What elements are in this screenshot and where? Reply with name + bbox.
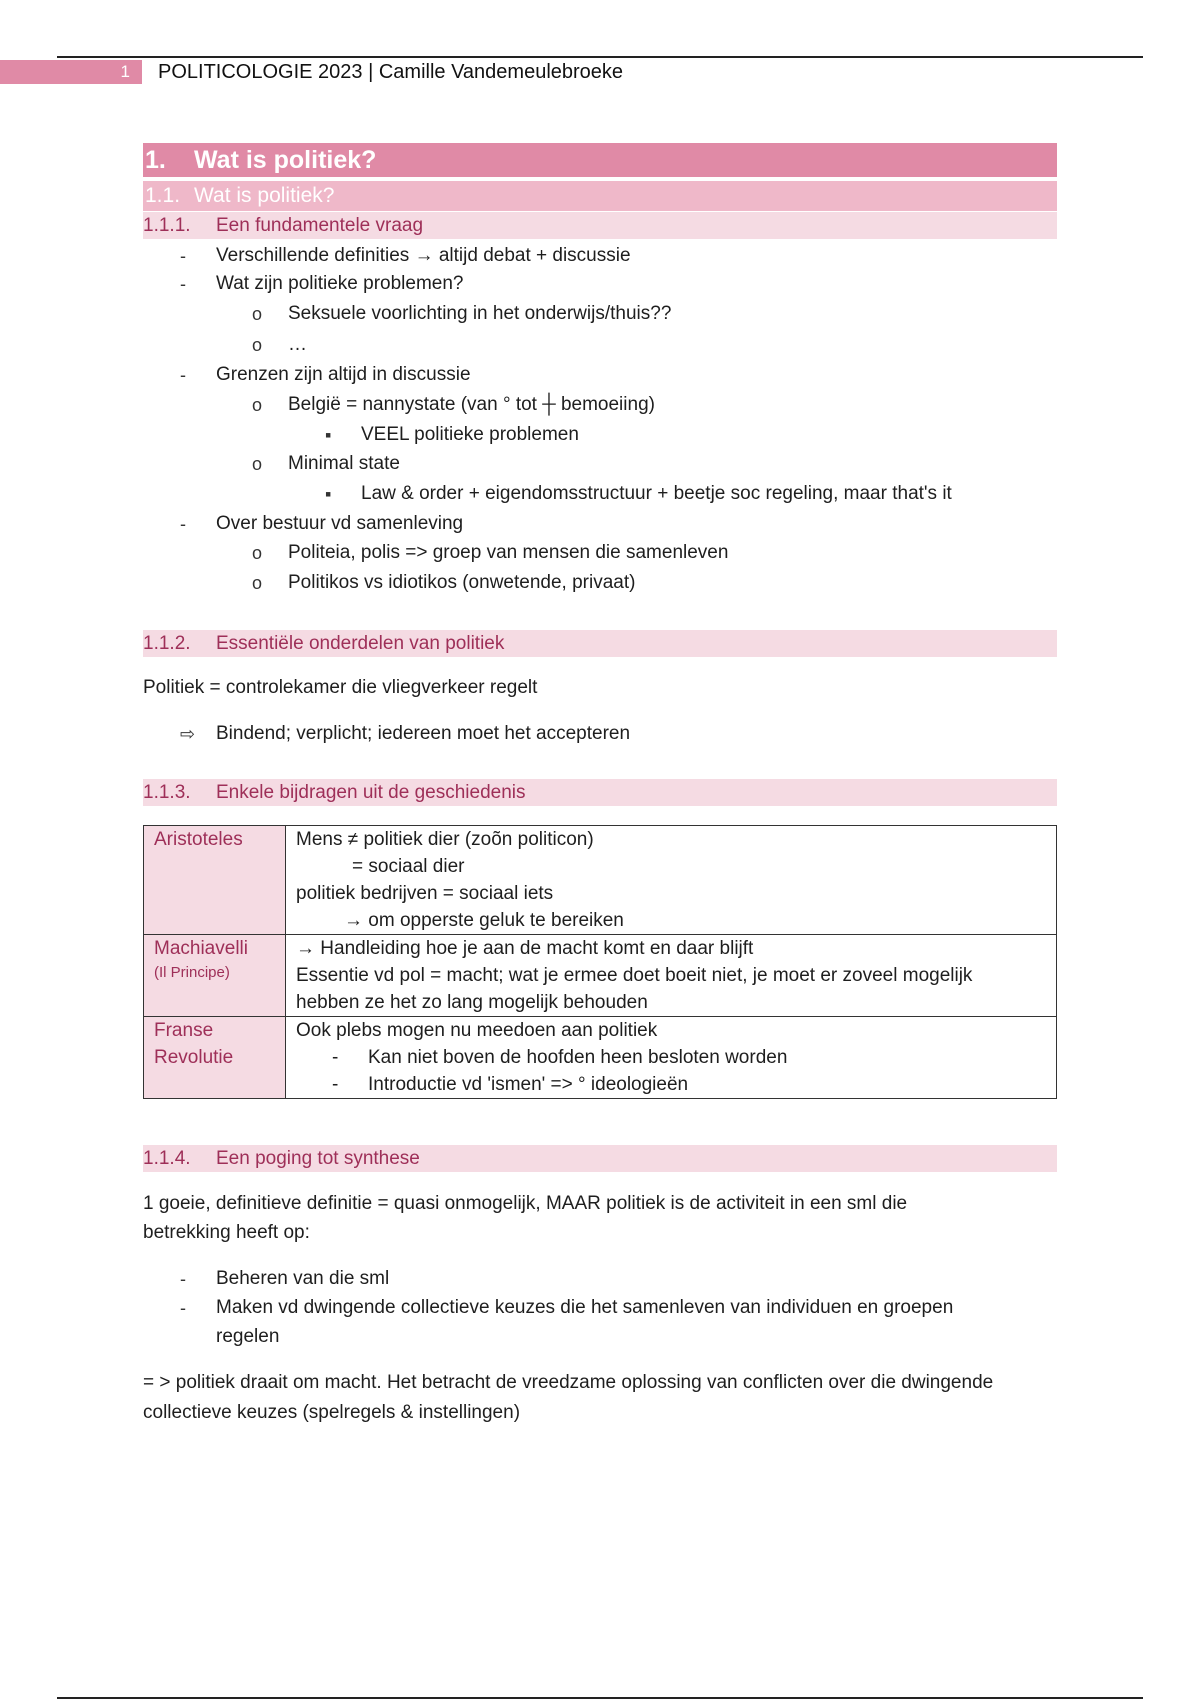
heading-section-1-1-4	[143, 1145, 1057, 1172]
dash-bullet: -	[180, 1298, 186, 1318]
dash-bullet: -	[180, 1269, 186, 1289]
square-bullet: ▪	[325, 425, 332, 445]
cell-list-item: - Introductie vd 'ismen' => ° ideologieën	[332, 1074, 689, 1095]
cell-line: politiek bedrijven = sociaal iets	[296, 883, 554, 904]
work-title: (Il Principe)	[154, 964, 230, 981]
list-item: België = nannystate (van ° tot ┼ bemoeiing)	[288, 394, 655, 415]
circle-bullet: o	[252, 395, 263, 415]
heading-2	[143, 181, 1057, 211]
list-item: Minimal state	[288, 453, 400, 474]
table-cell-name	[144, 826, 286, 935]
arrow-bullet-icon: ⇨	[180, 724, 196, 744]
section-title: Een fundamentele vraag	[216, 215, 424, 236]
table-cell-description	[286, 935, 1057, 1017]
circle-bullet: o	[252, 573, 263, 593]
cell-line: Ook plebs mogen nu meedoen aan politiek	[296, 1020, 658, 1041]
dash-bullet: -	[180, 365, 186, 385]
dash-bullet: -	[180, 246, 186, 266]
list-item: Seksuele voorlichting in het onderwijs/thuis??	[288, 303, 672, 324]
list-item: …	[288, 334, 307, 355]
list-item: Verschillende definities → altijd debat + discussie	[216, 245, 631, 266]
list-item: Beheren van die sml	[216, 1268, 390, 1289]
list-item: Over bestuur vd samenleving	[216, 513, 464, 534]
heading-section-1-1-2	[143, 630, 1057, 657]
list-item: Bindend; verplicht; iedereen moet het accepteren	[216, 723, 631, 744]
heading-1-text: Wat is politiek?	[194, 146, 377, 174]
section-number: 1.1.3.	[143, 782, 191, 803]
circle-bullet: o	[252, 335, 263, 355]
table-cell-description	[286, 826, 1057, 935]
section-title: Enkele bijdragen uit de geschiedenis	[216, 782, 526, 803]
section-number: 1.1.2.	[143, 633, 191, 654]
heading-1-number: 1.	[145, 146, 166, 174]
paragraph: Politiek = controlekamer die vliegverkeer regelt	[143, 677, 538, 698]
dash-bullet: -	[180, 514, 186, 534]
footer-rule	[57, 1697, 1143, 1699]
heading-2-number: 1.1.	[145, 184, 181, 207]
table-row	[144, 1017, 1057, 1099]
paragraph-line: = > politiek draait om macht. Het betracht de vreedzame oplossing van conflicten over die dwingende	[143, 1372, 994, 1393]
paragraph-line: betrekking heeft op:	[143, 1222, 310, 1243]
event-name: Franse Revolutie	[154, 1020, 234, 1068]
table-row	[144, 935, 1057, 1017]
square-bullet: ▪	[325, 484, 332, 504]
cell-line: Essentie vd pol = macht; wat je ermee doet boeit niet, je moet er zoveel mogelijk hebben ze het zo lang mogelijk behouden	[296, 965, 973, 1013]
section-title: Essentiële onderdelen van politiek	[216, 633, 505, 654]
paragraph-line: 1 goeie, definitieve definitie = quasi onmogelijk, MAAR politiek is de activiteit in een sml die	[143, 1193, 908, 1214]
cell-list-item: - Kan niet boven de hoofden heen besloten worden	[332, 1047, 788, 1068]
cell-line: → om opperste geluk te bereiken	[344, 910, 624, 931]
list-item: Maken vd dwingende collectieve keuzes die het samenleven van individuen en groepen	[216, 1297, 954, 1318]
page-number: 1	[0, 60, 142, 84]
list-item-continued: regelen	[216, 1326, 280, 1347]
heading-2-text: Wat is politiek?	[194, 184, 335, 207]
table-cell-description	[286, 1017, 1057, 1099]
cell-line: = sociaal dier	[352, 856, 465, 877]
list-item: Politikos vs idiotikos (onwetende, privaat)	[288, 572, 636, 593]
cell-line: Mens ≠ politiek dier (zoõn politicon)	[296, 829, 594, 850]
cell-line: Introductie vd 'ismen' => ° ideologieën	[368, 1074, 689, 1095]
list-item: VEEL politieke problemen	[361, 424, 579, 445]
section-number: 1.1.1.	[143, 215, 191, 236]
heading-section-1-1-3	[143, 779, 1057, 806]
table-cell-name	[144, 1017, 286, 1099]
header-rule	[57, 56, 1143, 58]
philosopher-name: Machiavelli	[154, 938, 248, 959]
circle-bullet: o	[252, 304, 263, 324]
cell-line: Kan niet boven de hoofden heen besloten worden	[368, 1047, 788, 1068]
dash-bullet: -	[180, 274, 186, 294]
document-header-title: POLITICOLOGIE 2023 | Camille Vandemeulebroeke	[158, 61, 624, 83]
list-item: Politeia, polis => groep van mensen die samenleven	[288, 542, 729, 563]
history-table	[143, 825, 1057, 1099]
section-number: 1.1.4.	[143, 1148, 191, 1169]
table-cell-name	[144, 935, 286, 1017]
list-item: Grenzen zijn altijd in discussie	[216, 364, 471, 385]
philosopher-name: Aristoteles	[154, 829, 243, 850]
list-item: Wat zijn politieke problemen?	[216, 273, 464, 294]
cell-line: → Handleiding hoe je aan de macht komt en daar blijft	[296, 938, 754, 959]
table-row	[144, 826, 1057, 935]
circle-bullet: o	[252, 454, 263, 474]
list-item: Law & order + eigendomsstructuur + beetje soc regeling, maar that's it	[361, 483, 952, 504]
section-title: Een poging tot synthese	[216, 1148, 420, 1169]
heading-1	[143, 143, 1057, 177]
circle-bullet: o	[252, 543, 263, 563]
paragraph-line: collectieve keuzes (spelregels & instellingen)	[143, 1402, 521, 1423]
heading-section-1-1-1	[143, 212, 1057, 239]
